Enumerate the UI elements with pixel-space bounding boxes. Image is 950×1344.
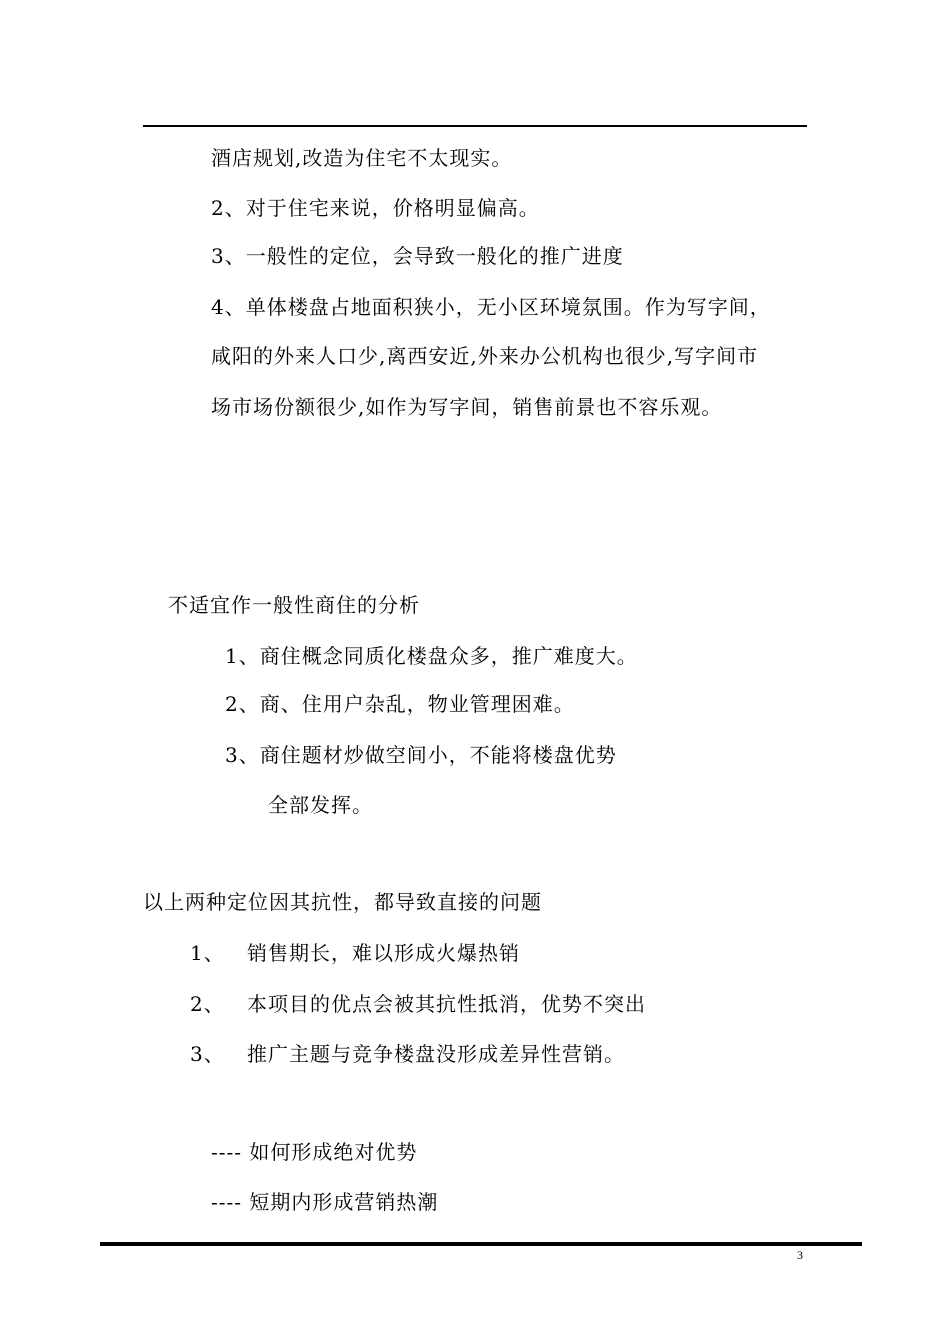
section-heading: 不适宜作一般性商住的分析 bbox=[168, 593, 420, 617]
list-item bbox=[190, 1042, 790, 1066]
paragraph-line: 场市场份额很少,如作为写字间，销售前景也不容乐观。 bbox=[211, 395, 723, 419]
paragraph-line: 4、单体楼盘占地面积狭小，无小区环境氛围。作为写字间， bbox=[211, 295, 771, 319]
paragraph-line: 2、对于住宅来说，价格明显偏高。 bbox=[211, 196, 540, 220]
page-number: 3 bbox=[797, 1248, 803, 1262]
list-item bbox=[190, 992, 790, 1016]
list-text: 推广主题与竞争楼盘没形成差异性营销。 bbox=[247, 1042, 625, 1066]
footer-rule bbox=[100, 1242, 862, 1246]
list-text: 本项目的优点会被其抗性抵消，优势不突出 bbox=[247, 992, 646, 1016]
conclusion-line: ---- 短期内形成营销热潮 bbox=[211, 1190, 439, 1214]
list-text: 销售期长，难以形成火爆热销 bbox=[247, 941, 520, 965]
list-item-continuation: 全部发挥。 bbox=[268, 793, 373, 817]
list-number: 2、 bbox=[190, 992, 225, 1016]
list-item: 1、商住概念同质化楼盘众多，推广难度大。 bbox=[225, 644, 638, 668]
paragraph-line: 3、一般性的定位，会导致一般化的推广进度 bbox=[211, 244, 624, 268]
list-item bbox=[190, 941, 790, 965]
list-number: 3、 bbox=[190, 1042, 225, 1066]
paragraph-line: 酒店规划,改造为住宅不太现实。 bbox=[211, 146, 513, 170]
section-heading: 以上两种定位因其抗性，都导致直接的问题 bbox=[143, 890, 542, 914]
paragraph-line: 咸阳的外来人口少,离西安近,外来办公机构也很少,写字间市 bbox=[211, 344, 759, 368]
list-number: 1、 bbox=[190, 941, 225, 965]
list-item: 3、商住题材炒做空间小，不能将楼盘优势 bbox=[225, 743, 617, 767]
header-rule bbox=[143, 125, 807, 127]
conclusion-line: ---- 如何形成绝对优势 bbox=[211, 1140, 418, 1164]
list-item: 2、商、住用户杂乱，物业管理困难。 bbox=[225, 692, 575, 716]
